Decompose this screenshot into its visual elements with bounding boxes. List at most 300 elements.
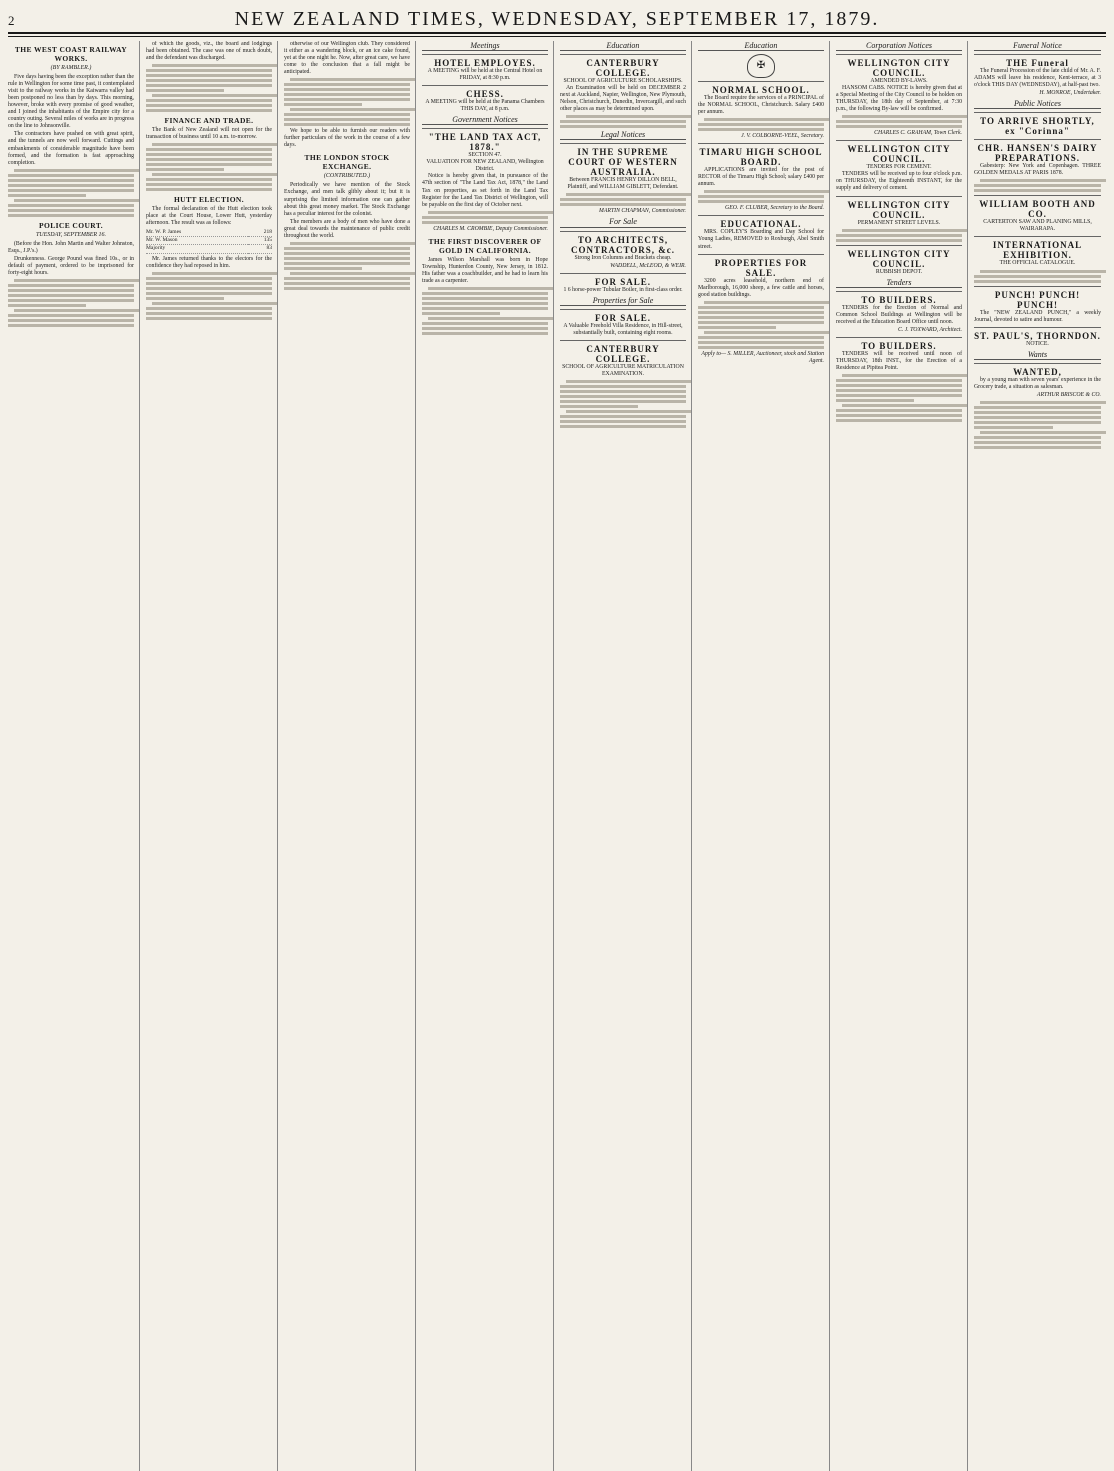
advertisement bbox=[698, 215, 824, 250]
ad-subtitle: THE OFFICIAL CATALOGUE. bbox=[999, 260, 1076, 267]
text-line bbox=[422, 332, 548, 335]
ad-text: 3200 acres leasehold, northern end of Marlborough, 16,000 sheep, a few cattle and horses, good station buildings. bbox=[698, 277, 824, 298]
text-line bbox=[836, 239, 962, 242]
ad-title: WELLINGTON CITY COUNCIL. bbox=[847, 248, 951, 269]
text-line bbox=[698, 321, 824, 324]
ad-signature: C. J. TOXWARD, Architect. bbox=[897, 326, 962, 333]
ad-subtitle: AMENDED BY-LAWS. bbox=[870, 78, 928, 85]
article-paragraph: Periodically we have mention of the Stock Exchange, and men talk glibly about it; but it is surprising the limited information one can gather about this great money market. The Stock Exchange has a peculiar interest for the colonist. bbox=[284, 182, 410, 217]
ad-title: CHESS. bbox=[466, 89, 504, 100]
article-paragraph: Drunkenness. George Pound was fined 10s., or in default of payment, ordered to be imprisoned for forty-eight hours. bbox=[8, 255, 134, 276]
article-paragraph: otherwise of our Wellington club. They considered it either as a wandering block, or an ice cake found, yet at the one night he. Now, after great care, we have come to the conclusion that a fall might be anticipated. bbox=[284, 41, 410, 76]
text-line bbox=[152, 173, 278, 176]
advertisement bbox=[422, 128, 548, 232]
text-line bbox=[698, 195, 824, 198]
text-line bbox=[146, 74, 272, 77]
article-paragraph: Five days having been the exception rather than the rule in Wellington for some time past, it contemplated visit to the railway works in the Kaiwarra valley had been postponed no less than by days. This morning, however, broke with every promise of good weather, and I joined the inhabitants of the Empire city for a country outing. Several miles of works are in progress on the line to Johnsonville. bbox=[8, 74, 134, 130]
ad-signature: ARTHUR BRISCOE & CO. bbox=[1036, 391, 1101, 398]
section-header-properties: Properties for Sale bbox=[560, 297, 686, 306]
advertisement bbox=[974, 54, 1101, 97]
text-line bbox=[284, 83, 410, 86]
ad-text: APPLICATIONS are invited for the post of RECTOR of the Timaru High School; salary £400 per annum. bbox=[698, 167, 824, 188]
text-line bbox=[836, 234, 962, 237]
text-line bbox=[284, 282, 410, 285]
text-line bbox=[428, 317, 554, 320]
article-date: TUESDAY, SEPTEMBER 16. bbox=[35, 231, 107, 238]
ad-subtitle: SCHOOL OF AGRICULTURE MATRICULATION EXAMINATION. bbox=[562, 363, 684, 377]
text-line bbox=[842, 374, 968, 377]
text-line bbox=[284, 247, 410, 250]
ad-text: TENDERS for the Erection of Normal and Common School Buildings at Wellington will be received at the Education Board Office until noon. bbox=[836, 304, 962, 325]
column-text-body bbox=[560, 193, 686, 206]
text-line bbox=[284, 257, 410, 260]
text-line bbox=[284, 98, 410, 101]
ad-text: Notice is hereby given that, in pursuance of the 47th section of "The Land Tax Act, 1878," the Land Tax on properties, as set forth in the Land Tax Register for the Land Tax District of Wellington, will be payable on the first day of October next. bbox=[422, 173, 548, 208]
text-line bbox=[422, 322, 548, 325]
ad-signature: WADDELL, McLEOD, & WEIR. bbox=[610, 262, 686, 269]
advertisement bbox=[974, 139, 1101, 192]
ad-title: FOR SALE. bbox=[594, 276, 651, 287]
text-line bbox=[146, 292, 272, 295]
advertisement bbox=[836, 337, 962, 422]
advertisement bbox=[560, 54, 686, 128]
article-paragraph: James Wilson Marshall was born in Hope Township, Hunterdon County, New Jersey, in 1812. His father was a coachbuilder, and he had to learn his trade as a carpenter. bbox=[422, 256, 548, 284]
section-header-education: Education bbox=[560, 42, 686, 51]
article-paragraph: The contractors have pushed on with great spirit, and the tunnels are now well forward. Cuttings and embankments of considerable magnitude have been formed, and the formation is fast approaching completion. bbox=[8, 131, 134, 166]
text-line bbox=[560, 400, 686, 403]
text-line bbox=[836, 120, 962, 123]
text-line bbox=[560, 203, 686, 206]
column-4 bbox=[422, 41, 554, 1471]
ad-title: TO BUILDERS. bbox=[861, 294, 937, 305]
advertisement bbox=[560, 143, 686, 215]
ad-text: Gabesterp: New York and Copenhagen. THREE GOLDEN MEDALS AT PARIS 1878. bbox=[974, 163, 1101, 177]
text-line bbox=[836, 399, 914, 402]
text-line bbox=[146, 317, 272, 320]
column-text-body bbox=[422, 287, 548, 335]
advertisement bbox=[974, 327, 1101, 348]
text-line bbox=[8, 294, 134, 297]
text-line bbox=[974, 275, 1101, 278]
text-line bbox=[146, 287, 272, 290]
text-line bbox=[422, 312, 500, 315]
column-3 bbox=[284, 41, 416, 1471]
advertisement bbox=[698, 81, 824, 140]
text-line bbox=[8, 209, 134, 212]
text-line bbox=[146, 163, 272, 166]
ad-subtitle: SCHOOL OF AGRICULTURE SCHOLARSHIPS. bbox=[563, 78, 683, 85]
text-line bbox=[566, 115, 692, 118]
ad-title: CHR. HANSEN'S DAIRY PREPARATIONS. bbox=[977, 143, 1098, 164]
text-line bbox=[560, 198, 686, 201]
text-line bbox=[428, 211, 554, 214]
text-line bbox=[974, 189, 1101, 192]
text-line bbox=[698, 346, 824, 349]
text-line bbox=[560, 415, 686, 418]
text-line bbox=[566, 193, 692, 196]
text-line bbox=[8, 314, 134, 317]
crest-icon: ✠ bbox=[747, 54, 775, 78]
ad-title: FOR SALE. bbox=[594, 312, 651, 323]
ad-title: WELLINGTON CITY COUNCIL. bbox=[847, 199, 951, 220]
table-row: Mr. W. P. James 218 bbox=[146, 229, 272, 236]
text-line bbox=[974, 280, 1101, 283]
column-text-body bbox=[974, 179, 1101, 192]
column-text-body bbox=[698, 118, 824, 131]
text-line bbox=[14, 309, 140, 312]
text-line bbox=[284, 277, 410, 280]
text-line bbox=[152, 143, 278, 146]
ad-subtitle: PERMANENT STREET LEVELS. bbox=[857, 219, 941, 226]
text-line bbox=[284, 123, 410, 126]
text-line bbox=[560, 395, 686, 398]
article-title: POLICE COURT. bbox=[39, 220, 103, 230]
text-line bbox=[428, 287, 554, 290]
ad-signature: CHARLES M. CROMBIE, Deputy Commissioner. bbox=[433, 225, 548, 232]
advertisement bbox=[836, 140, 962, 192]
column-text-body bbox=[698, 301, 824, 349]
article-title: FINANCE AND TRADE. bbox=[164, 116, 254, 126]
column-text-body bbox=[284, 78, 410, 126]
ad-title: TO ARRIVE SHORTLY, ex "Corinna" bbox=[980, 116, 1095, 137]
section-header-wants: Wants bbox=[974, 351, 1101, 360]
ad-subtitle: TENDERS FOR CEMENT. bbox=[866, 164, 932, 171]
article-title: HUTT ELECTION. bbox=[173, 195, 245, 205]
ad-text: by a young man with seven years' experience in the Grocery trade, a situation as salesman. bbox=[974, 376, 1101, 390]
advertisement bbox=[974, 286, 1101, 324]
text-line bbox=[290, 242, 416, 245]
section-header-for-sale: For Sale bbox=[560, 218, 686, 227]
advertisement bbox=[836, 54, 962, 137]
text-line bbox=[146, 109, 272, 112]
column-6 bbox=[698, 41, 830, 1471]
text-line bbox=[284, 88, 410, 91]
text-line bbox=[146, 89, 224, 92]
ad-text: TENDERS will be received until noon of THURSDAY, 18th INST., for the Erection of a Residence at Pipitea Point. bbox=[836, 350, 962, 371]
text-line bbox=[566, 380, 692, 383]
column-5 bbox=[560, 41, 692, 1471]
ad-text: The Board require the services of a PRINCIPAL of the NORMAL SCHOOL, Christchurch. Salary £400 per annum. bbox=[698, 95, 824, 116]
column-text-body bbox=[560, 380, 686, 428]
text-line bbox=[698, 336, 824, 339]
text-line bbox=[152, 64, 278, 67]
text-line bbox=[836, 379, 962, 382]
text-line bbox=[152, 94, 278, 97]
column-text-body bbox=[146, 272, 272, 320]
article-paragraph: The formal declaration of the Hutt election took place at the Court House, Lower Hutt, yesterday afternoon. The result was as follows: bbox=[146, 206, 272, 227]
advertisement bbox=[974, 195, 1101, 233]
advertisement bbox=[698, 254, 824, 365]
section-header-funeral: Funeral Notice bbox=[974, 42, 1101, 51]
text-line bbox=[146, 104, 272, 107]
text-line bbox=[836, 409, 962, 412]
column-7 bbox=[836, 41, 968, 1471]
article-paragraph: The members are a body of men who have done a great deal towards the maintenance of public credit throughout the world. bbox=[284, 218, 410, 239]
ad-title: INTERNATIONAL EXHIBITION. bbox=[992, 240, 1083, 261]
article-title: THE WEST COAST RAILWAY WORKS. bbox=[14, 45, 128, 63]
ad-text: TENDERS will be received up to four o'clock p.m. on THURSDAY, the Eighteenth INSTANT, for the supply and delivery of cement. bbox=[836, 171, 962, 192]
text-line bbox=[422, 221, 548, 224]
advertisement bbox=[422, 85, 548, 113]
text-line bbox=[8, 184, 134, 187]
ad-text: A MEETING will be held at the Central Hotel on FRIDAY, at 8:30 p.m. bbox=[427, 68, 543, 82]
column-1 bbox=[8, 41, 140, 1471]
text-line bbox=[842, 229, 968, 232]
text-line bbox=[284, 287, 410, 290]
text-line bbox=[974, 421, 1101, 424]
newspaper-title: NEW ZEALAND TIMES, WEDNESDAY, SEPTEMBER 17, 1879. bbox=[234, 8, 880, 30]
ad-title: CANTERBURY COLLEGE. bbox=[586, 343, 660, 364]
ad-signature: J. V. COLBORNE-VEEL, Secretary. bbox=[741, 133, 824, 140]
text-line bbox=[8, 194, 86, 197]
ad-signature: H. MONROE, Undertaker. bbox=[1039, 90, 1101, 97]
ad-text: CARTERTON SAW AND PLANING MILLS, WAIRARAPA. bbox=[983, 219, 1092, 233]
text-line bbox=[560, 125, 686, 128]
ad-title: WELLINGTON CITY COUNCIL. bbox=[847, 144, 951, 165]
ad-text: A Valuable Freehold Villa Residence, in Hill-street, substantially built, containing eight rooms. bbox=[563, 322, 683, 336]
ad-text: An Examination will be held on DECEMBER 2 next at Auckland, Napier, Wellington, New Plymouth, Nelson, Christchurch, Dunedin, Invercargill, and such other places as may be determined upon. bbox=[560, 85, 686, 113]
text-line bbox=[146, 297, 224, 300]
text-line bbox=[698, 311, 824, 314]
advertisement bbox=[836, 291, 962, 334]
column-text-body bbox=[560, 115, 686, 128]
text-line bbox=[146, 282, 272, 285]
ad-title: PROPERTIES FOR SALE. bbox=[714, 257, 808, 278]
column-text-body bbox=[836, 229, 962, 242]
text-line bbox=[8, 304, 86, 307]
text-line bbox=[980, 401, 1106, 404]
ad-title: WELLINGTON CITY COUNCIL. bbox=[847, 58, 951, 79]
ad-text: VALUATION FOR NEW ZEALAND, Wellington District. bbox=[426, 159, 544, 173]
ad-signature: GEO. F. CLUBER, Secretary to the Board. bbox=[725, 205, 824, 212]
text-line bbox=[14, 279, 140, 282]
text-line bbox=[704, 301, 830, 304]
ad-text: HANSOM CABS. NOTICE is hereby given that at a Special Meeting of the City Council to be holden on THURSDAY, the 18th day of September, at 7:30 p.m., the following By-law will be confirmed. bbox=[836, 85, 962, 113]
text-line bbox=[146, 178, 272, 181]
text-line bbox=[8, 324, 134, 327]
column-text-body bbox=[422, 211, 548, 224]
ad-text: Strong Iron Columns and Brackets cheap. bbox=[574, 254, 672, 261]
ad-text: MRS. COPLEY'S Boarding and Day School for Young Ladies, REMOVED to Roxburgh, Abel Smith street. bbox=[698, 229, 824, 250]
column-text-body bbox=[836, 115, 962, 128]
text-line bbox=[8, 284, 134, 287]
advertisement bbox=[698, 143, 824, 212]
advertisement bbox=[974, 236, 1101, 282]
election-results-table bbox=[146, 229, 272, 253]
masthead-rule bbox=[8, 36, 1106, 37]
text-line bbox=[698, 316, 824, 319]
text-line bbox=[146, 188, 272, 191]
text-line bbox=[836, 414, 962, 417]
text-line bbox=[698, 200, 824, 203]
text-line bbox=[8, 174, 134, 177]
table-row: Majority 83 bbox=[146, 245, 272, 252]
advertisement bbox=[974, 363, 1101, 449]
text-line bbox=[842, 404, 968, 407]
text-line bbox=[704, 190, 830, 193]
text-line bbox=[422, 327, 548, 330]
column-text-body bbox=[698, 190, 824, 203]
column-text-body bbox=[8, 279, 134, 327]
text-line bbox=[698, 341, 824, 344]
article-paragraph: The Bank of New Zealand will not open for the transaction of business until 10 a.m. to-morrow. bbox=[146, 127, 272, 141]
text-line bbox=[980, 270, 1106, 273]
column-text-body bbox=[974, 270, 1101, 283]
text-line bbox=[14, 199, 140, 202]
ad-title: WANTED, bbox=[1013, 366, 1062, 377]
advertisement bbox=[836, 245, 962, 276]
section-header-tenders: Tenders bbox=[836, 279, 962, 288]
ad-title: IN THE SUPREME COURT OF WESTERN AUSTRALIA. bbox=[568, 147, 678, 178]
text-line bbox=[8, 214, 134, 217]
text-line bbox=[980, 179, 1106, 182]
text-line bbox=[8, 204, 134, 207]
section-header-public: Public Notices bbox=[974, 100, 1101, 109]
text-line bbox=[146, 312, 272, 315]
ad-title: PUNCH! PUNCH! PUNCH! bbox=[994, 289, 1081, 310]
article-paragraph: We hope to be able to furnish our readers with further particulars of the work in the course of a few days. bbox=[284, 128, 410, 149]
text-line bbox=[284, 93, 410, 96]
advertisement bbox=[422, 54, 548, 82]
text-line bbox=[698, 326, 776, 329]
text-line bbox=[284, 267, 362, 270]
text-line bbox=[146, 168, 224, 171]
section-header-education: Education bbox=[698, 42, 824, 51]
text-line bbox=[146, 148, 272, 151]
text-line bbox=[422, 292, 548, 295]
text-line bbox=[980, 431, 1106, 434]
text-line bbox=[560, 120, 686, 123]
text-line bbox=[146, 69, 272, 72]
text-line bbox=[974, 184, 1101, 187]
text-line bbox=[290, 272, 416, 275]
text-line bbox=[146, 307, 272, 310]
column-text-body bbox=[836, 374, 962, 422]
article-paragraph: Mr. James returned thanks to the electors for the confidence they had reposed in him. bbox=[146, 255, 272, 269]
text-line bbox=[146, 79, 272, 82]
text-line bbox=[842, 115, 968, 118]
text-line bbox=[152, 302, 278, 305]
article-paragraph: (Before the Hon. John Martin and Walter Johnston, Esqs., J.P.'s.) bbox=[8, 240, 134, 254]
ad-title: TO BUILDERS. bbox=[861, 340, 937, 351]
advertisement bbox=[560, 340, 686, 428]
text-line bbox=[284, 103, 362, 106]
ad-title: "THE LAND TAX ACT, 1878." bbox=[428, 132, 542, 153]
text-line bbox=[290, 108, 416, 111]
ad-text: The "NEW ZEALAND PUNCH," a weekly Journal, devoted to satire and humour. bbox=[974, 309, 1101, 323]
text-line bbox=[974, 446, 1101, 449]
ad-text: Between FRANCIS HENRY DILLON BELL, Plaintiff, and WILLIAM GIBLETT, Defendant. bbox=[567, 177, 679, 191]
article-title: THE LONDON STOCK EXCHANGE. bbox=[304, 153, 390, 172]
advertisement bbox=[560, 309, 686, 337]
ad-title: NORMAL SCHOOL. bbox=[712, 85, 810, 96]
ad-title: WILLIAM BOOTH AND CO. bbox=[979, 199, 1096, 220]
text-line bbox=[8, 299, 134, 302]
table-row: Mr. W. Mason 135 bbox=[146, 237, 272, 244]
column-8 bbox=[974, 41, 1106, 1471]
column-text-body bbox=[974, 401, 1101, 449]
text-line bbox=[974, 416, 1101, 419]
ad-text: A MEETING will be held at the Panama Chambers THIS DAY, at 8 p.m. bbox=[425, 99, 545, 113]
column-text-body bbox=[146, 64, 272, 112]
advertisement bbox=[974, 112, 1101, 136]
ad-title: TO ARCHITECTS, CONTRACTORS, &c. bbox=[570, 234, 676, 255]
text-line bbox=[974, 411, 1101, 414]
text-line bbox=[974, 436, 1101, 439]
column-2 bbox=[146, 41, 278, 1471]
section-header-corporation: Corporation Notices bbox=[836, 42, 962, 51]
text-line bbox=[8, 289, 134, 292]
text-line bbox=[146, 99, 272, 102]
column-text-body bbox=[146, 143, 272, 191]
ad-signature: Apply to— S. MILLER, Auctioneer, stock and Station Agent. bbox=[701, 350, 824, 364]
ad-subtitle: RUBBISH DEPOT. bbox=[875, 268, 923, 275]
text-line bbox=[560, 405, 638, 408]
text-line bbox=[704, 118, 830, 121]
article-byline: (CONTRIBUTED.) bbox=[323, 173, 371, 180]
ad-subtitle: SECTION 47. bbox=[468, 152, 502, 159]
masthead bbox=[8, 8, 1106, 34]
ad-title: TIMARU HIGH SCHOOL BOARD. bbox=[699, 147, 823, 168]
page-number: 2 bbox=[8, 13, 15, 28]
advertisement bbox=[836, 196, 962, 242]
text-line bbox=[422, 302, 548, 305]
columns bbox=[8, 41, 1106, 1471]
text-line bbox=[836, 419, 962, 422]
text-line bbox=[560, 425, 686, 428]
section-header-government: Government Notices bbox=[422, 116, 548, 125]
ad-title: ST. PAUL'S, THORNDON. bbox=[974, 330, 1101, 341]
text-line bbox=[974, 441, 1101, 444]
ad-title: HOTEL EMPLOYES. bbox=[434, 58, 536, 69]
text-line bbox=[152, 272, 278, 275]
text-line bbox=[560, 385, 686, 388]
text-line bbox=[8, 179, 134, 182]
text-line bbox=[560, 390, 686, 393]
text-line bbox=[974, 426, 1053, 429]
text-line bbox=[290, 78, 416, 81]
ad-text: The Funeral Procession of the late child of Mr. A. F. ADAMS will leave his residence, Kent-terrace, at 3 o'clock THIS DAY (WEDNESDAY), at half-past two. bbox=[974, 68, 1101, 89]
article-title: THE FIRST DISCOVERER OF GOLD IN CALIFORNIA. bbox=[428, 236, 542, 255]
text-line bbox=[836, 125, 962, 128]
ad-title: CANTERBURY COLLEGE. bbox=[586, 58, 660, 79]
text-line bbox=[284, 252, 410, 255]
text-line bbox=[566, 410, 692, 413]
ad-signature: MARTIN CHAPMAN, Commissioner. bbox=[599, 208, 686, 215]
ad-text: 1 6 horse-power Tubular Boiler, in first-class order. bbox=[563, 286, 683, 293]
text-line bbox=[698, 306, 824, 309]
advertisement bbox=[560, 273, 686, 294]
text-line bbox=[14, 169, 140, 172]
text-line bbox=[146, 84, 272, 87]
text-line bbox=[284, 262, 410, 265]
column-text-body bbox=[284, 242, 410, 290]
text-line bbox=[146, 153, 272, 156]
text-line bbox=[8, 189, 134, 192]
section-header-meetings: Meetings bbox=[422, 42, 548, 51]
ad-title: EDUCATIONAL. bbox=[720, 219, 802, 230]
column-text-body bbox=[8, 169, 134, 217]
advertisement bbox=[560, 231, 686, 270]
text-line bbox=[284, 113, 410, 116]
text-line bbox=[146, 183, 272, 186]
text-line bbox=[8, 319, 134, 322]
ad-title: THE Funeral bbox=[1006, 58, 1069, 69]
text-line bbox=[284, 118, 410, 121]
text-line bbox=[698, 128, 824, 131]
text-line bbox=[422, 297, 548, 300]
text-line bbox=[698, 123, 824, 126]
